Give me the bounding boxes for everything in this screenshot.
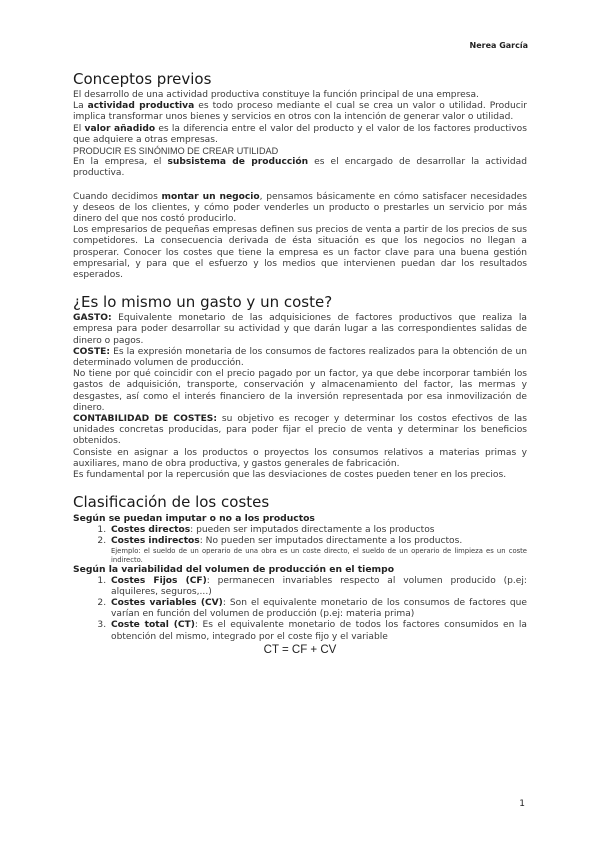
paragraph: GASTO: Equivalente monetario de las adquisiciones de factores productivos que realiza la empresa para poder desarrollar su actividad y que darán lugar a las correspondientes salidas de dinero o pagos. <box>73 313 527 346</box>
list-item: 2. Costes variables (CV): Son el equivalente monetario de los consumos de factores que varían en función del volumen de producción (p.ej: materia prima) <box>109 598 527 620</box>
list-item: 1. Costes directos: pueden ser imputados directamente a los productos <box>109 525 527 536</box>
author-name: Nerea García <box>469 41 528 50</box>
bold-term: Coste total (CT) <box>111 620 195 631</box>
paragraph: No tiene por qué coincidir con el precio pagado por un factor, ya que debe incorporar también los gastos de adquisición, transporte, conservación y almacenamiento del factor, las mermas y desgastes, así como el interés financiero de la inversión representada por esa inmovilización de dinero. <box>73 369 527 413</box>
bold-term: actividad productiva <box>87 101 195 112</box>
bold-term: COSTE: <box>73 346 111 357</box>
section-title-clasificacion: Clasificación de los costes <box>73 493 270 512</box>
bold-term: GASTO: <box>73 313 112 324</box>
paragraph: Consiste en asignar a los productos o proyectos los consumos relativos a materias primas y auxiliares, mano de obra productiva, y gastos generales de fabricación. <box>73 447 527 469</box>
paragraph: Cuando decidimos montar un negocio, pensamos básicamente en cómo satisfacer necesidades y deseos de los clientes, y cómo poder venderles un producto o prestarles un servicio por más dinero del que nos costó producirlo. <box>73 191 527 225</box>
bold-term: montar un negocio <box>161 191 260 202</box>
paragraph-caps: PRODUCIR ES SINÓNIMO DE CREAR UTILIDAD <box>73 146 279 157</box>
paragraph: COSTE: Es la expresión monetaria de los consumos de factores realizados para la obtención de un determinado volumen de producción. <box>73 346 527 369</box>
bold-term: Costes indirectos <box>111 536 200 546</box>
paragraph: En la empresa, el subsistema de producción es el encargado de desarrollar la actividad productiva. <box>73 157 527 179</box>
example-note: Ejemplo: el sueldo de un operario de una obra es un coste directo, el sueldo de un operario de limpieza es un coste indirecto. <box>111 547 527 564</box>
bold-term: valor añadido <box>84 123 156 134</box>
paragraph: CONTABILIDAD DE COSTES: su objetivo es recoger y determinar los costos efectivos de las unidades concretas producidas, para poder fijar el precio de venta y determinar los beneficios obtenidos. <box>73 414 527 447</box>
list-variabilidad <box>73 576 527 643</box>
paragraph: Los empresarios de pequeñas empresas definen sus precios de venta a partir de los precios de sus competidores. La consecuencia derivada de ésta situación es que los negocios no llegan a prosperar. Conocer los costes que tiene la empresa es un factor clave para una buena gestión empresarial, y para que el esfuerzo y los medios que intervienen puedan dar los resultados esperados. <box>73 225 527 281</box>
page-number: 1 <box>519 799 525 809</box>
list-item: 2. Costes indirectos: No pueden ser imputados directamente a los productos. Ejemplo: el sueldo de un operario de una obra es un coste directo, el sueldo de un operario de limpieza es un coste indirecto. <box>109 536 527 564</box>
bold-term: Costes directos <box>111 524 191 535</box>
formula: CT = CF + CV <box>263 643 337 656</box>
paragraph: El valor añadido es la diferencia entre el valor del producto y el valor de los factores productivos que adquiere a otras empresas. <box>73 123 527 145</box>
subheading-variabilidad: Según la variabilidad del volumen de producción en el tiempo <box>73 564 395 576</box>
list-item: 1. Costes Fijos (CF): permanecen invariables respecto al volumen producido (p.ej: alquileres, seguros,...) <box>109 576 527 598</box>
section-title-conceptos: Conceptos previos <box>73 70 212 88</box>
bold-term: Costes variables (CV) <box>111 597 223 608</box>
bold-term: Costes Fijos (CF) <box>111 575 207 586</box>
subheading-imputacion: Según se puedan imputar o no a los productos <box>73 513 315 525</box>
paragraph: El desarrollo de una actividad productiva constituye la función principal de una empresa. <box>73 90 479 100</box>
paragraph: La actividad productiva es todo proceso mediante el cual se crea un valor o utilidad. Producir implica transformar unos bienes y servicios en otros con la intención de generar valor o utilidad. <box>73 101 527 123</box>
list-imputacion <box>73 525 527 564</box>
section-title-gasto-coste: ¿Es lo mismo un gasto y un coste? <box>73 293 333 312</box>
bold-term: subsistema de producción <box>167 157 309 168</box>
document-body <box>73 70 527 656</box>
bold-term: CONTABILIDAD DE COSTES: <box>73 414 217 425</box>
list-item: 3. Coste total (CT): Es el equivalente monetario de todos los factores consumidos en la obtención del mismo, integrado por el coste fijo y el variable <box>109 620 527 642</box>
paragraph: Es fundamental por la repercusión que las desviaciones de costes pueden tener en los precios. <box>73 470 507 481</box>
